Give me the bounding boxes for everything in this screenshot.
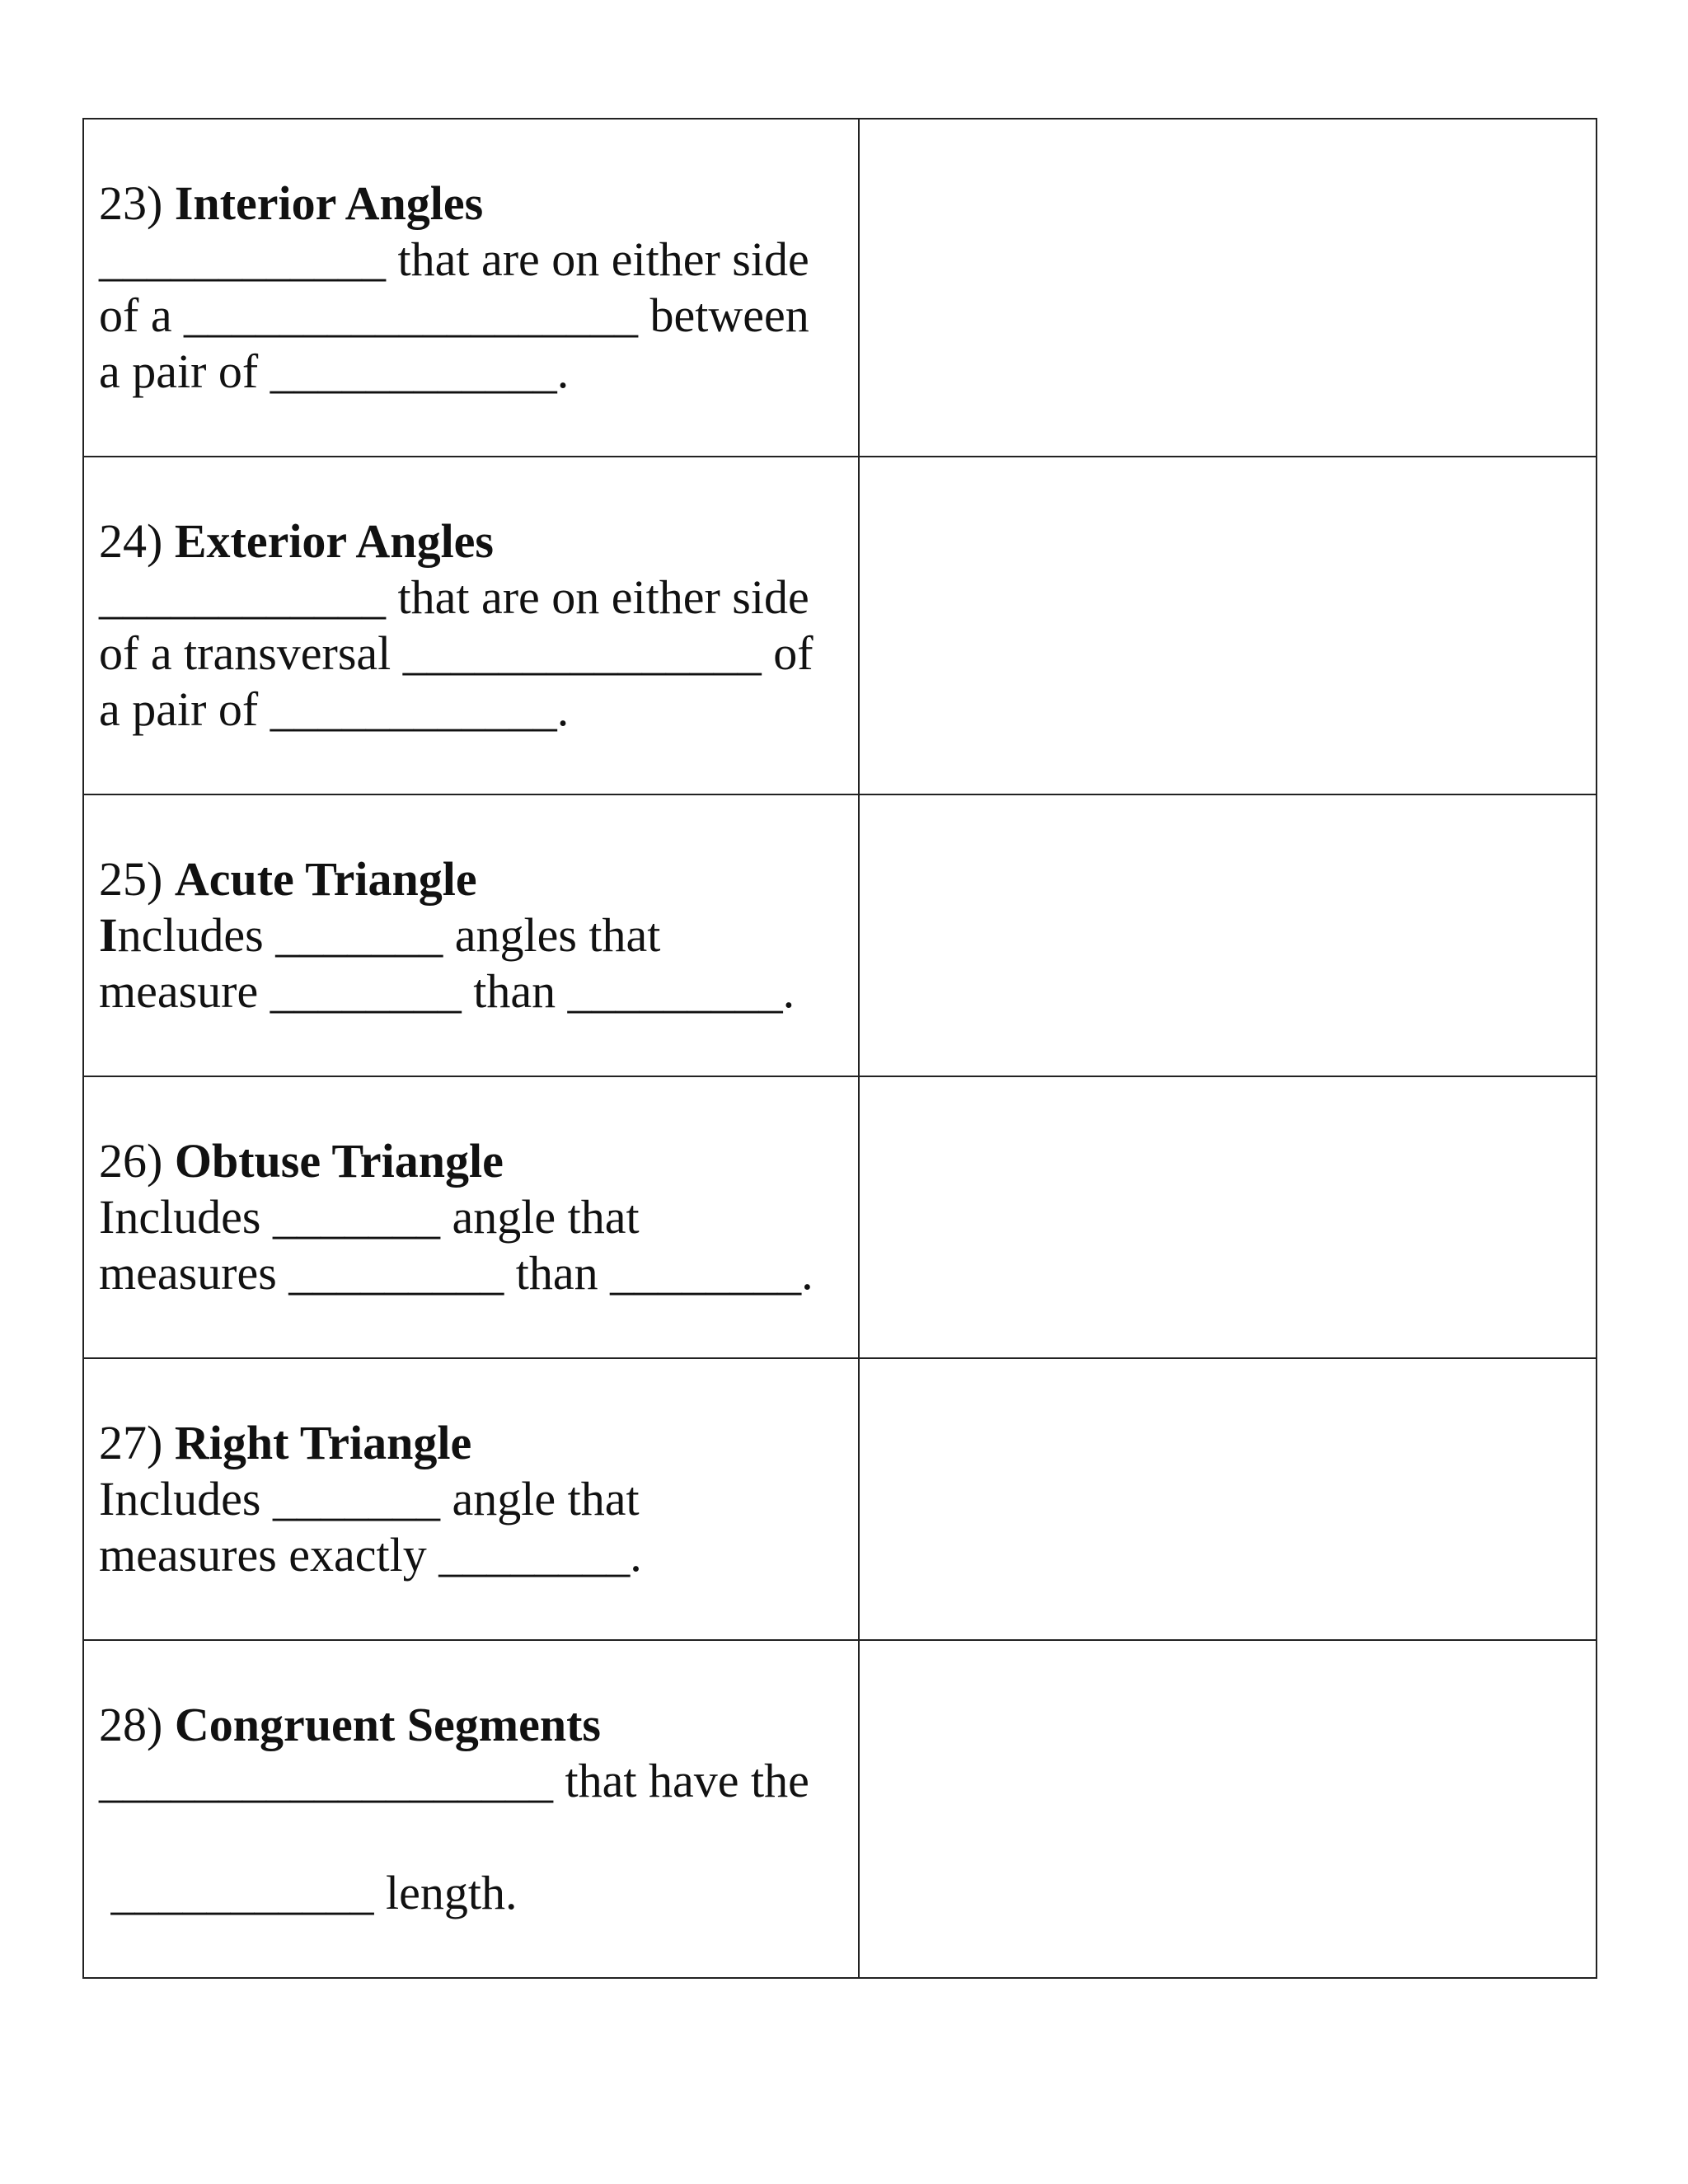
table-row (83, 1358, 1597, 1640)
definition-line (99, 907, 845, 963)
term-heading (99, 513, 845, 569)
definition-line: a pair of ____________. (99, 682, 570, 736)
term-number: 28) (99, 1698, 163, 1751)
table-row (83, 1640, 1597, 1978)
term-number: 26) (99, 1134, 163, 1188)
table-row (83, 1076, 1597, 1358)
term-heading (99, 1697, 845, 1753)
definition-cell (83, 1076, 859, 1358)
definition-line: a pair of ____________. (99, 344, 570, 398)
term-heading (99, 1415, 845, 1471)
term-number: 24) (99, 514, 163, 568)
definition-line: of a ___________________ between (99, 288, 809, 342)
bold-initial: I (99, 908, 118, 962)
term-number: 23) (99, 176, 163, 230)
table-row (83, 794, 1597, 1076)
answer-cell[interactable] (859, 1358, 1597, 1640)
answer-cell[interactable] (859, 119, 1597, 457)
definition-line: of a transversal _______________ of (99, 626, 814, 680)
definition-line: measure ________ than _________. (99, 964, 795, 1018)
definition-line: ___________________ that have the (99, 1754, 809, 1807)
vocabulary-table (82, 118, 1597, 1979)
answer-cell[interactable] (859, 457, 1597, 794)
answer-cell[interactable] (859, 1640, 1597, 1978)
definition-cell (83, 1640, 859, 1978)
definition-cell (83, 119, 859, 457)
term-heading (99, 176, 845, 232)
blank-line (99, 1809, 845, 1865)
definition-line: Includes _______ angle that (99, 1472, 640, 1526)
table-row (83, 119, 1597, 457)
term-name: Acute Triangle (174, 852, 477, 906)
term-number: 25) (99, 852, 163, 906)
definition-line: measures exactly ________. (99, 1528, 642, 1582)
term-name: Obtuse Triangle (174, 1134, 504, 1188)
definition-line: ____________ that are on either side (99, 232, 809, 286)
table-row (83, 457, 1597, 794)
answer-cell[interactable] (859, 794, 1597, 1076)
term-number: 27) (99, 1416, 163, 1469)
definition-cell (83, 794, 859, 1076)
definition-cell (83, 1358, 859, 1640)
definition-line: ____________ that are on either side (99, 570, 809, 624)
definition-line: Includes _______ angle that (99, 1190, 640, 1244)
definition-cell (83, 457, 859, 794)
answer-cell[interactable] (859, 1076, 1597, 1358)
definition-line: ___________ length. (99, 1866, 518, 1919)
term-name: Exterior Angles (174, 514, 494, 568)
term-name: Interior Angles (174, 176, 484, 230)
term-heading (99, 1133, 845, 1189)
term-heading (99, 851, 845, 907)
definition-text: ncludes _______ angles that (117, 908, 661, 962)
term-name: Right Triangle (174, 1416, 472, 1469)
term-name: Congruent Segments (174, 1698, 601, 1751)
definition-line: measures _________ than ________. (99, 1246, 814, 1300)
